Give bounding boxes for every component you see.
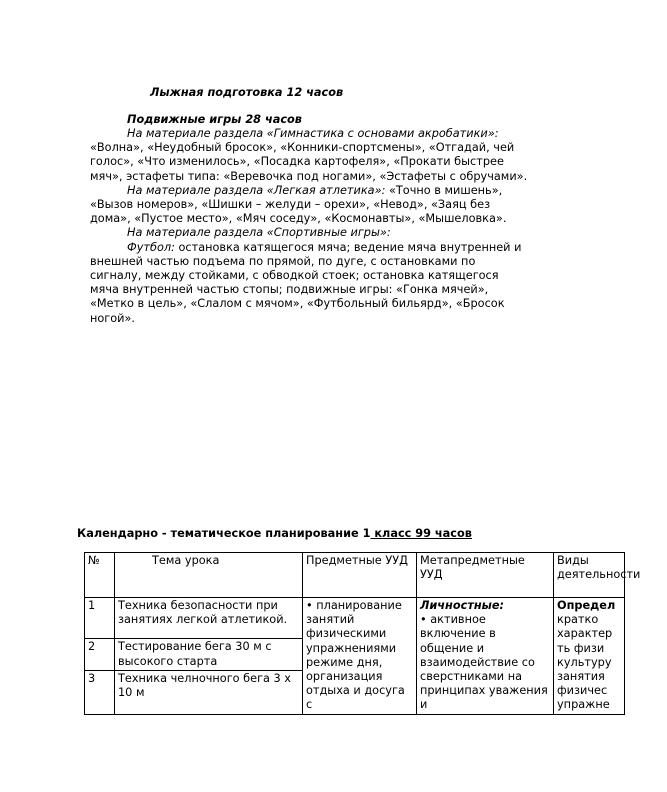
gymnastics-paragraph: [90, 127, 530, 184]
ski-training-title: Лыжная подготовка 12 часов: [150, 86, 344, 99]
football-label: Футбол:: [127, 240, 175, 254]
gymnastics-section-label: На материале раздела «Гимнастика с основами акробатики»:: [127, 127, 499, 140]
header-meta-uud: Метапредметные УУД: [417, 553, 554, 598]
football-text: остановка катящегося мяча; ведение мяча внутренней и внешней частью подъема по прямой, по дуге, с остановками по сигналу, между стойками, с обводкой стоек; остановка катящегося мяча внутренней частью стопы; подвижные игры: «Гонка мячей», «Метко в цель», «Слалом с мячом», «Футбольный бильярд», «Бросок ногой».: [90, 240, 522, 325]
meta-uud-cell: [417, 598, 554, 715]
header-activity-types: Виды деятельности: [554, 553, 625, 598]
calendar-planning-title: [77, 527, 472, 541]
athletics-section-label: На материале раздела «Легкая атлетика»:: [127, 183, 386, 197]
activity-types-text: кратко характер ть физи культуру занятия физичес упражне: [557, 613, 613, 712]
subject-uud-cell: • планирование занятий физическими упражнениями режиме дня, организация отдыха и досуга с: [303, 598, 417, 715]
meta-personal-text: • активное включение в общение и взаимодействие со сверстниками на принципах уважения и: [420, 613, 548, 712]
row-num: 3: [85, 671, 115, 714]
header-topic: Тема урока: [115, 553, 303, 598]
row-topic: Техника челночного бега 3 х 10 м: [115, 671, 303, 714]
row-topic: Тестирование бега 30 м с высокого старта: [115, 639, 303, 671]
outdoor-games-title: Подвижные игры 28 часов: [127, 113, 302, 126]
athletics-paragraph: [90, 184, 530, 227]
row-num: 2: [85, 639, 115, 671]
table-row: [85, 598, 625, 639]
table-header-row: [85, 553, 625, 598]
row-num: 1: [85, 598, 115, 639]
meta-personal-heading: Личностные:: [420, 599, 505, 612]
gymnastics-games-list: «Волна», «Неудобный бросок», «Конники-спортсмены», «Отгадай, чей голос», «Что изменилось», «Посадка картофеля», «Прокати быстрее мяч», эстафеты типа: «Веревочка под ногами», «Эстафеты с обручами».: [90, 141, 528, 183]
sport-games-section-label: На материале раздела «Спортивные игры»:: [127, 226, 391, 240]
header-subject-uud: Предметные УУД: [303, 553, 417, 598]
calendar-title-prefix: Календарно - тематическое планирование 1: [77, 527, 371, 540]
header-num: №: [85, 553, 115, 598]
planning-table: [84, 552, 641, 715]
calendar-title-class-hours: класс 99 часов: [370, 527, 472, 540]
outdoor-games-text: [90, 127, 530, 326]
row-topic: Техника безопасности при занятиях легкой атлетикой.: [115, 598, 303, 639]
activity-types-heading: Определ: [557, 599, 616, 612]
football-paragraph: [90, 241, 530, 326]
activity-types-cell: [554, 598, 625, 715]
athletics-games-list: «Точно в мишень», «Вызов номеров», «Шишки – желуди – орехи», «Невод», «Заяц без дома», «Пустое место», «Мяч соседу», «Космонавты», «Мышеловка».: [90, 183, 507, 226]
